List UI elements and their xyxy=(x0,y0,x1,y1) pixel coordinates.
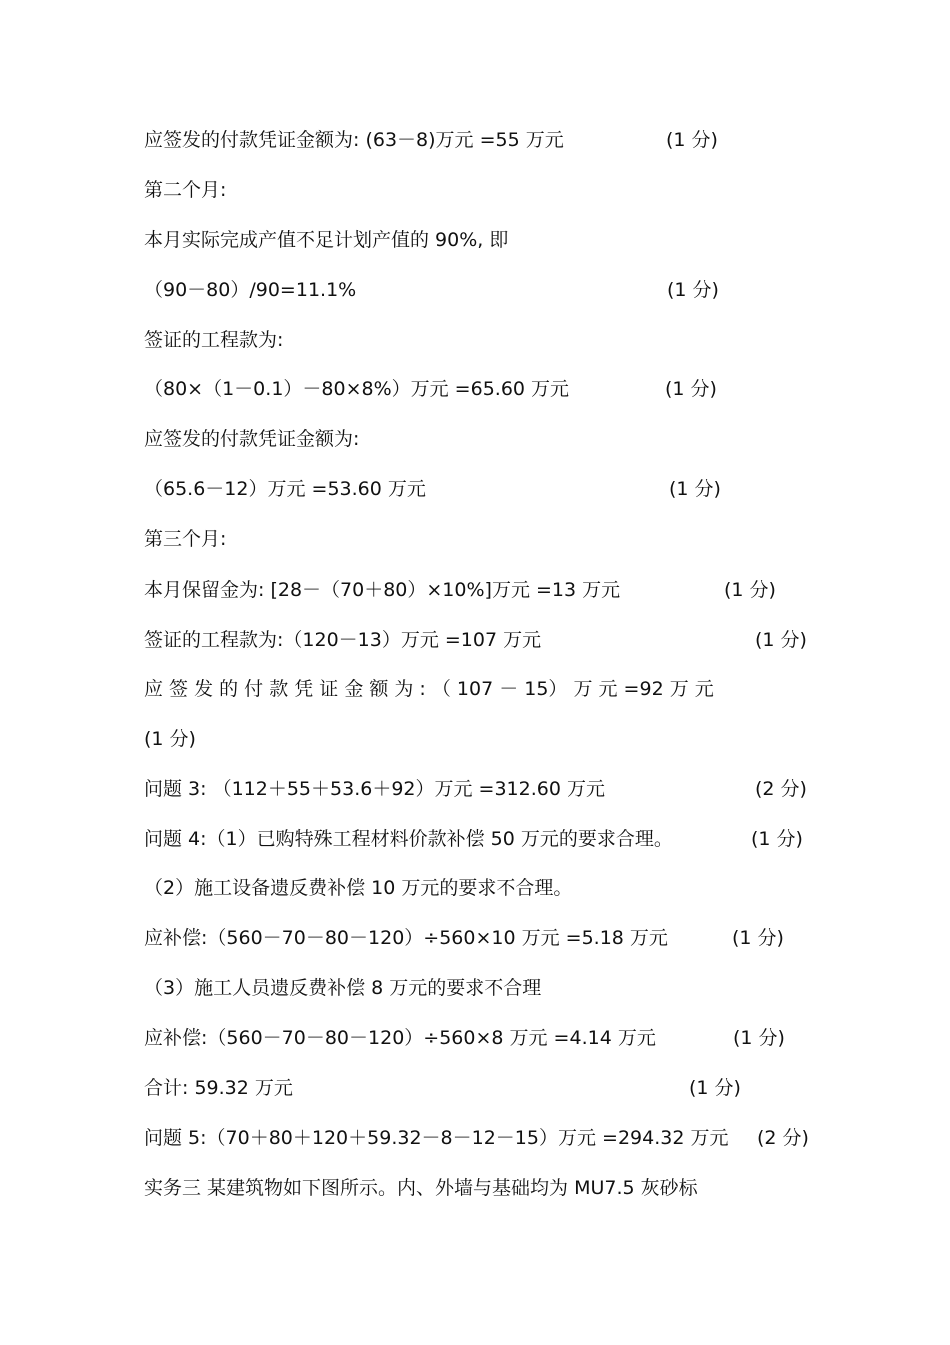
score-note: (2 分) xyxy=(757,1127,809,1149)
line-text: 本月实际完成产值不足计划产值的 90%, 即 xyxy=(144,229,509,251)
score-note: (2 分) xyxy=(755,778,807,800)
score-note: (1 分) xyxy=(666,129,718,151)
score-note: (1 分) xyxy=(732,927,784,949)
line-text: （3）施工人员遗反费补偿 8 万元的要求不合理 xyxy=(144,977,542,999)
line-text: 合计: 59.32 万元 xyxy=(144,1077,293,1099)
text-line xyxy=(144,1123,808,1153)
text-line xyxy=(144,374,808,404)
line-text: 应签发的付款凭证金额为: (63－8)万元 =55 万元 xyxy=(144,129,564,151)
line-text: 问题 3: （112＋55＋53.6＋92）万元 =312.60 万元 xyxy=(144,778,605,800)
text-line xyxy=(144,1073,808,1103)
text-line xyxy=(144,774,808,804)
line-text: 第二个月: xyxy=(144,179,227,201)
line-text: 第三个月: xyxy=(144,528,227,550)
score-note: (1 分) xyxy=(755,629,807,651)
line-text: 本月保留金为: [28－（70＋80）×10%]万元 =13 万元 xyxy=(144,579,621,601)
line-text: （2）施工设备遗反费补偿 10 万元的要求不合理。 xyxy=(144,877,573,899)
text-line xyxy=(144,225,808,255)
score-note: (1 分) xyxy=(665,378,717,400)
score-note: (1 分) xyxy=(733,1027,785,1049)
line-text: 应签发的付款凭证金额为: xyxy=(144,428,360,450)
text-line xyxy=(144,1173,808,1203)
line-text: 应补偿:（560－70－80－120）÷560×8 万元 =4.14 万元 xyxy=(144,1027,656,1049)
score-note: (1 分) xyxy=(751,828,803,850)
text-line xyxy=(144,175,808,205)
text-line xyxy=(144,474,808,504)
text-line xyxy=(144,325,808,355)
text-line xyxy=(144,923,808,953)
score-note: (1 分) xyxy=(724,579,776,601)
text-line xyxy=(144,824,808,854)
text-line xyxy=(144,524,808,554)
text-line xyxy=(144,625,808,655)
text-line xyxy=(144,1023,808,1053)
text-line xyxy=(144,724,808,754)
line-text: 问题 4:（1）已购特殊工程材料价款补偿 50 万元的要求合理。 xyxy=(144,828,673,850)
text-line xyxy=(144,973,808,1003)
line-text: （80×（1－0.1）－80×8%）万元 =65.60 万元 xyxy=(144,378,570,400)
text-line xyxy=(144,674,808,704)
text-line xyxy=(144,575,808,605)
line-text: 实务三 某建筑物如下图所示。内、外墙与基础均为 MU7.5 灰砂标 xyxy=(144,1177,698,1199)
score-note: (1 分) xyxy=(667,279,719,301)
text-line xyxy=(144,125,808,155)
line-text: 签证的工程款为: xyxy=(144,329,284,351)
text-line xyxy=(144,424,808,454)
line-text: （65.6－12）万元 =53.60 万元 xyxy=(144,478,426,500)
line-text: 签证的工程款为:（120－13）万元 =107 万元 xyxy=(144,629,542,651)
line-text: （90－80）/90=11.1% xyxy=(144,279,357,301)
text-line xyxy=(144,275,808,305)
line-text: 问题 5:（70＋80＋120＋59.32－8－12－15）万元 =294.32 万元 xyxy=(144,1127,729,1149)
line-text: 应补偿:（560－70－80－120）÷560×10 万元 =5.18 万元 xyxy=(144,927,668,949)
line-text: 应 签 发 的 付 款 凭 证 金 额 为 : （ 107 － 15） 万 元 =92 万 元 xyxy=(144,678,714,700)
score-note: (1 分) xyxy=(669,478,721,500)
line-text: (1 分) xyxy=(144,728,196,750)
score-note: (1 分) xyxy=(689,1077,741,1099)
text-line xyxy=(144,873,808,903)
